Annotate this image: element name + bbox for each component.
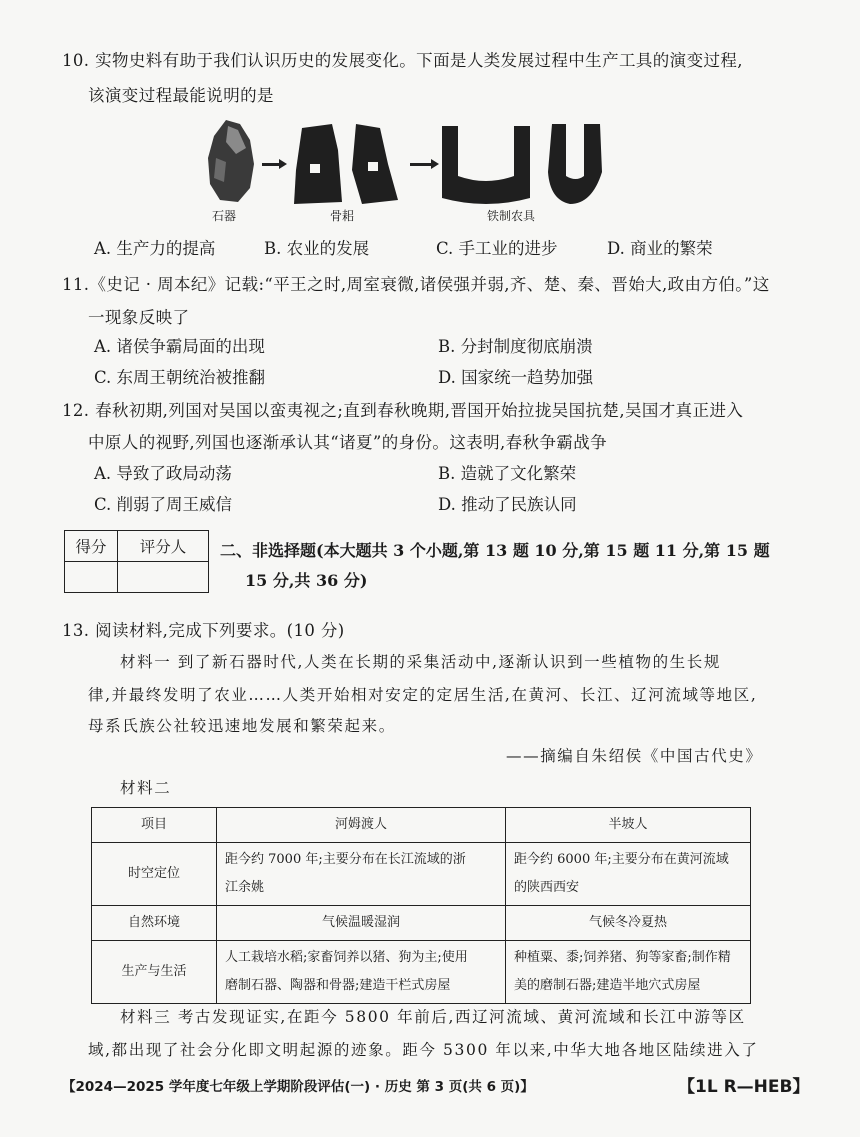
cell-line: 磨制石器、陶器和骨器;建造干栏式房屋 bbox=[225, 978, 451, 993]
table-row bbox=[92, 906, 751, 941]
q10-stem-line2: 该演变过程最能说明的是 bbox=[88, 86, 274, 105]
table-header-row bbox=[92, 808, 751, 843]
material1-line1: 材料一 到了新石器时代,人类在长期的采集活动中,逐渐认识到一些植物的生长规 bbox=[120, 653, 721, 671]
q12-stem-line2: 中原人的视野,列国也逐渐承认其“诸夏”的身份。这表明,春秋争霸战争 bbox=[88, 433, 608, 452]
material1-line3: 母系氏族公社较迅速地发展和繁荣起来。 bbox=[88, 717, 396, 735]
q12-option-c[interactable]: C. 削弱了周王威信 bbox=[94, 495, 233, 514]
cell-line: 种植粟、黍;饲养猪、狗等家畜;制作精 bbox=[514, 950, 731, 965]
table-cell bbox=[217, 941, 506, 1004]
footer-page-info: 【2024—2025 学年度七年级上学期阶段评估(一) · 历史 第 3 页(共 6 页)】 bbox=[62, 1079, 534, 1095]
q11-option-d[interactable]: D. 国家统一趋势加强 bbox=[438, 368, 594, 387]
arrow-icon bbox=[410, 163, 432, 166]
cell-line: 美的磨制石器;建造半地穴式房屋 bbox=[514, 978, 701, 993]
material3-line2: 域,都出现了社会分化即文明起源的迹象。距今 5300 年以来,中华大地各地区陆续进入了 bbox=[88, 1041, 759, 1059]
q10-option-a[interactable]: A. 生产力的提高 bbox=[94, 239, 216, 258]
row-label-cell: 生产与生活 bbox=[92, 941, 217, 1004]
cell-line: 的陕西西安 bbox=[514, 880, 580, 895]
table-cell bbox=[506, 941, 751, 1004]
table-header-cell: 项目 bbox=[92, 808, 217, 843]
q11-option-c[interactable]: C. 东周王朝统治被推翻 bbox=[94, 368, 266, 387]
material2-table bbox=[91, 807, 751, 1004]
material3-line1: 材料三 考古发现证实,在距今 5800 年前后,西辽河流域、黄河流域和长江中游等区 bbox=[120, 1008, 746, 1026]
grader-cell[interactable] bbox=[118, 562, 209, 593]
table-header-cell: 半坡人 bbox=[506, 808, 751, 843]
material1-source: ——摘编自朱绍侯《中国古代史》 bbox=[506, 747, 763, 765]
cell-line: 江余姚 bbox=[225, 880, 265, 895]
material2-label: 材料二 bbox=[120, 779, 172, 797]
iron-tools-image bbox=[442, 120, 604, 206]
table-cell: 气候温暖湿润 bbox=[217, 906, 506, 941]
q10-option-d[interactable]: D. 商业的繁荣 bbox=[607, 239, 713, 258]
arrow-icon bbox=[262, 163, 280, 166]
q11-stem-line1: 11.《史记 · 周本纪》记载:“平王之时,周室衰微,诸侯强并弱,齐、楚、秦、晋始大,政由方伯。”这 bbox=[62, 275, 770, 294]
cell-line: 距今约 6000 年;主要分布在黄河流域 bbox=[514, 852, 729, 867]
material1-line2: 律,并最终发明了农业……人类开始相对安定的定居生活,在黄河、长江、辽河流域等地区, bbox=[88, 686, 758, 704]
q12-option-a[interactable]: A. 导致了政局动荡 bbox=[94, 464, 232, 483]
cell-line: 人工栽培水稻;家畜饲养以猪、狗为主;使用 bbox=[225, 950, 468, 965]
q11-option-a[interactable]: A. 诸侯争霸局面的出现 bbox=[94, 337, 265, 356]
caption-bone-spade: 骨耜 bbox=[330, 209, 355, 223]
row-label-cell: 自然环境 bbox=[92, 906, 217, 941]
score-header: 得分 bbox=[65, 531, 118, 562]
score-box bbox=[64, 530, 209, 593]
caption-stone-tool: 石器 bbox=[212, 209, 237, 223]
q11-stem-line2: 一现象反映了 bbox=[88, 308, 190, 327]
table-cell bbox=[217, 843, 506, 906]
table-row bbox=[92, 843, 751, 906]
bone-spade-image bbox=[292, 120, 400, 206]
q12-option-b[interactable]: B. 造就了文化繁荣 bbox=[438, 464, 577, 483]
cell-line: 距今约 7000 年;主要分布在长江流域的浙 bbox=[225, 852, 466, 867]
stone-tool-image bbox=[206, 118, 258, 204]
caption-iron-tools: 铁制农具 bbox=[487, 209, 536, 223]
table-row bbox=[92, 941, 751, 1004]
q10-stem-line1: 10. 实物史料有助于我们认识历史的发展变化。下面是人类发展过程中生产工具的演变过程, bbox=[62, 51, 743, 70]
q12-stem-line1: 12. 春秋初期,列国对吴国以蛮夷视之;直到春秋晚期,晋国开始拉拢吴国抗楚,吴国才真正进入 bbox=[62, 401, 744, 420]
q11-option-b[interactable]: B. 分封制度彻底崩溃 bbox=[438, 337, 593, 356]
section2-heading-line2: 15 分,共 36 分) bbox=[245, 571, 368, 590]
table-cell bbox=[506, 843, 751, 906]
score-cell[interactable] bbox=[65, 562, 118, 593]
row-label-cell: 时空定位 bbox=[92, 843, 217, 906]
grader-header: 评分人 bbox=[118, 531, 209, 562]
q10-option-b[interactable]: B. 农业的发展 bbox=[264, 239, 370, 258]
q10-option-c[interactable]: C. 手工业的进步 bbox=[436, 239, 558, 258]
table-cell: 气候冬冷夏热 bbox=[506, 906, 751, 941]
section2-heading-line1: 二、非选择题(本大题共 3 个小题,第 13 题 10 分,第 15 题 11 分,第 15 题 bbox=[220, 541, 770, 560]
table-header-cell: 河姆渡人 bbox=[217, 808, 506, 843]
q12-option-d[interactable]: D. 推动了民族认同 bbox=[438, 495, 577, 514]
q13-title: 13. 阅读材料,完成下列要求。(10 分) bbox=[62, 621, 345, 640]
footer-code: 【1L R—HEB】 bbox=[678, 1077, 810, 1097]
